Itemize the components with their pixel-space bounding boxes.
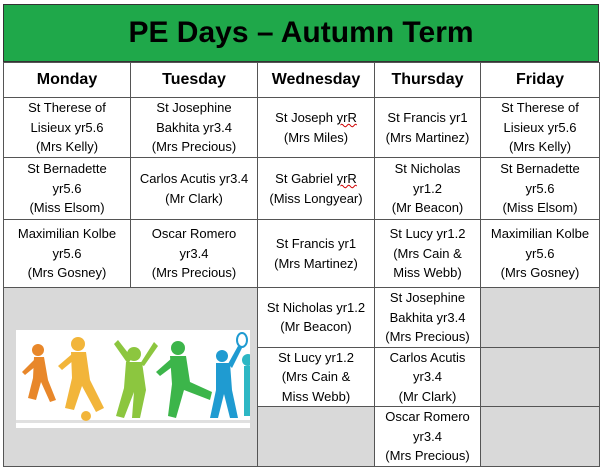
ground-line xyxy=(16,420,250,423)
class-cell xyxy=(131,220,258,288)
class-line: Bakhita yr3.4 xyxy=(156,119,232,135)
class-line: yr5.6 xyxy=(52,180,82,196)
day-header-wednesday: Wednesday xyxy=(258,63,375,98)
class-cell xyxy=(375,407,481,467)
class-cell xyxy=(375,347,481,407)
table-row xyxy=(4,98,600,158)
class-line: St Lucy yr1.2 xyxy=(389,226,466,242)
day-header-monday: Monday xyxy=(4,63,131,98)
table-row xyxy=(4,288,600,348)
class-line: St Josephine xyxy=(156,100,232,116)
class-line: St Francis yr1 xyxy=(275,236,357,251)
class-line: yr5.6 xyxy=(525,180,555,196)
year-label: yrR xyxy=(336,110,357,125)
teacher-line: (Mrs Gosney) xyxy=(27,265,107,281)
class-cell xyxy=(131,98,258,158)
class-line: Bakhita yr3.4 xyxy=(389,309,466,325)
teacher-line: (Mrs Miles) xyxy=(283,129,349,145)
class-line: St Bernadette xyxy=(500,161,580,177)
teacher-line: (Mrs Precious) xyxy=(385,329,470,344)
class-line: St Therese of xyxy=(28,100,106,116)
class-line: yr3.4 xyxy=(179,245,209,261)
class-line: St Nicholas xyxy=(394,161,461,177)
page-title: PE Days – Autumn Term xyxy=(3,4,599,62)
class-cell xyxy=(4,98,131,158)
class-line: Maximilian Kolbe xyxy=(490,226,590,242)
class-cell xyxy=(258,347,375,407)
class-cell xyxy=(4,158,131,220)
class-line: St Bernadette xyxy=(27,161,107,177)
class-line: Maximilian Kolbe xyxy=(17,226,117,242)
class-line: Oscar Romero xyxy=(151,226,237,242)
class-cell xyxy=(481,98,600,158)
teacher-line: (Mrs Kelly) xyxy=(35,139,99,155)
teacher-line: (Mr Beacon) xyxy=(391,200,464,216)
class-cell xyxy=(258,158,375,220)
teacher-line: (Mr Beacon) xyxy=(280,319,352,335)
class-cell xyxy=(258,220,375,288)
class-cell xyxy=(481,220,600,288)
teacher-line: Miss Webb) xyxy=(281,388,351,404)
teacher-line: (Mrs Kelly) xyxy=(508,139,572,155)
class-line: St Lucy yr1.2 xyxy=(278,349,354,365)
teacher-line: (Mrs Precious) xyxy=(151,265,237,281)
empty-cell xyxy=(481,407,600,467)
class-line: Oscar Romero xyxy=(385,409,470,425)
empty-cell xyxy=(481,288,600,348)
class-line: Lisieux yr5.6 xyxy=(503,119,577,135)
teacher-line: (Mrs Gosney) xyxy=(500,265,580,281)
teacher-line: (Mrs Martinez) xyxy=(385,129,470,145)
class-name: St Gabriel xyxy=(275,171,337,186)
sports-silhouettes-image xyxy=(16,330,250,428)
class-line: St Francis yr1 xyxy=(387,110,468,125)
class-cell xyxy=(131,158,258,220)
teacher-line: (Mrs Precious) xyxy=(385,448,470,464)
class-line: yr3.4 xyxy=(413,428,442,444)
class-line xyxy=(262,169,370,189)
class-line: Lisieux yr5.6 xyxy=(30,119,104,135)
year-label: yrR xyxy=(336,171,357,186)
day-header-tuesday: Tuesday xyxy=(131,63,258,98)
class-cell xyxy=(258,288,375,348)
teacher-line: (Mrs Martinez) xyxy=(274,255,358,271)
image-wrap xyxy=(8,290,253,464)
teacher-line: (Miss Elsom) xyxy=(502,200,578,216)
class-line: Carlos Acutis yr3.4 xyxy=(139,171,249,186)
day-header-thursday: Thursday xyxy=(375,63,481,98)
pe-schedule-table xyxy=(3,62,600,467)
day-header-row xyxy=(4,63,600,98)
teacher-line: (Mr Clark) xyxy=(165,190,223,206)
image-cell xyxy=(4,288,258,467)
teacher-line: (Mrs Cain & xyxy=(281,369,351,384)
teacher-line: (Mr Clark) xyxy=(398,388,457,404)
class-line: St Nicholas yr1.2 xyxy=(266,299,366,315)
empty-cell xyxy=(258,407,375,467)
table-row xyxy=(4,158,600,220)
class-cell xyxy=(375,220,481,288)
teacher-line: (Miss Elsom) xyxy=(29,200,105,216)
class-line: yr3.4 xyxy=(413,369,442,384)
teacher-line: (Miss Longyear) xyxy=(269,190,363,206)
class-name: St Joseph xyxy=(275,110,337,125)
class-line: St Therese of xyxy=(501,100,579,116)
class-cell xyxy=(258,98,375,158)
table-row xyxy=(4,220,600,288)
teacher-line: (Mrs Cain & xyxy=(393,245,462,261)
class-line: yr1.2 xyxy=(413,180,442,196)
class-cell xyxy=(375,288,481,348)
class-cell xyxy=(375,98,481,158)
teacher-line: (Mrs Precious) xyxy=(151,139,237,155)
empty-cell xyxy=(481,347,600,407)
class-line: Carlos Acutis xyxy=(389,349,466,365)
class-line xyxy=(262,108,370,128)
teacher-line: Miss Webb) xyxy=(393,265,462,281)
class-line: yr5.6 xyxy=(52,245,82,261)
day-header-friday: Friday xyxy=(481,63,600,98)
class-cell xyxy=(481,158,600,220)
class-cell xyxy=(375,158,481,220)
class-line: yr5.6 xyxy=(525,245,555,261)
class-cell xyxy=(4,220,131,288)
class-line: St Josephine xyxy=(389,290,466,305)
